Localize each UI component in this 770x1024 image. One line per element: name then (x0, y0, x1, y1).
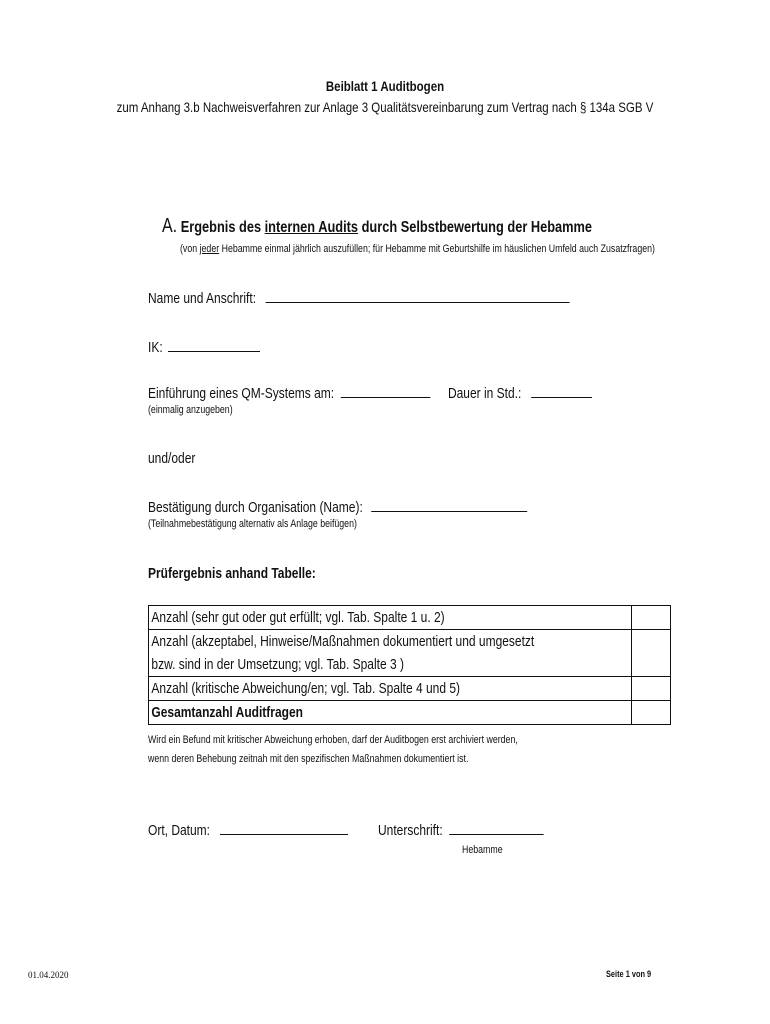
signature-label: Unterschrift: (378, 822, 443, 839)
table-row (149, 606, 671, 630)
und-oder: und/oder (148, 450, 196, 467)
section-heading (162, 215, 592, 238)
results-heading: Prüfergebnis anhand Tabelle: (148, 565, 316, 582)
place-date-row (148, 820, 348, 839)
signature-row (378, 820, 544, 839)
footer-date: 01.04.2020 (28, 970, 69, 980)
qm-label: Einführung eines QM-Systems am: (148, 385, 335, 402)
table-row (149, 653, 671, 677)
row-total-label: Gesamtanzahl Auditfragen (151, 704, 303, 721)
critical-note-line-1: Wird ein Befund mit kritischer Abweichung erhoben, darf der Auditbogen erst archiviert werden, (148, 734, 518, 746)
org-label: Bestätigung durch Organisation (Name): (148, 499, 363, 516)
row-total-value-cell[interactable] (631, 701, 670, 725)
signature-role: Hebamme (462, 844, 503, 856)
note-post: Hebamme einmal jährlich auszufüllen; für Hebamme mit Geburtshilfe im häuslichen Umfeld auch Zusatzfragen) (219, 243, 655, 255)
heading-post: durch Selbstbewertung der Hebamme (358, 219, 593, 236)
org-row (148, 497, 527, 516)
name-address-row (148, 288, 570, 307)
qm-note: (einmalig anzugeben) (148, 404, 233, 416)
table-row (149, 677, 671, 701)
ik-label: IK: (148, 339, 163, 356)
ik-line[interactable] (168, 337, 260, 352)
duration-label: Dauer in Std.: (447, 385, 522, 402)
ik-row (148, 337, 260, 356)
section-letter: A. (162, 215, 178, 237)
org-line[interactable] (371, 497, 527, 512)
place-date-label: Ort, Datum: (148, 822, 211, 839)
critical-note-line-2: wenn deren Behebung zeitnah mit den spezifischen Maßnahmen dokumentiert ist. (148, 753, 469, 765)
row-acceptable-label-2: bzw. sind in der Umsetzung; vgl. Tab. Spalte 3 ) (151, 656, 404, 673)
place-date-line[interactable] (220, 820, 348, 835)
name-address-line[interactable] (266, 288, 570, 303)
org-note: (Teilnahmebestätigung alternativ als Anlage beifügen) (148, 518, 357, 530)
name-address-label: Name und Anschrift: (148, 290, 257, 307)
heading-pre: Ergebnis des (180, 219, 265, 236)
signature-line[interactable] (449, 820, 543, 835)
qm-row (148, 383, 592, 402)
row-critical-label: Anzahl (kritische Abweichung/en; vgl. Tab. Spalte 4 und 5) (151, 680, 461, 697)
qm-date-line[interactable] (341, 383, 431, 398)
note-pre: (von (180, 243, 200, 255)
results-table (148, 605, 671, 725)
row-critical-value-cell[interactable] (631, 677, 670, 701)
row-acceptable-label-1: Anzahl (akzeptabel, Hinweise/Maßnahmen dokumentiert und umgesetzt (151, 633, 535, 650)
table-row (149, 701, 671, 725)
document-subtitle: zum Anhang 3.b Nachweisverfahren zur Anlage 3 Qualitätsvereinbarung zum Vertrag nach § 134a SGB V (116, 99, 654, 115)
table-row (149, 630, 671, 654)
row-good-value-cell[interactable] (631, 606, 670, 630)
row-good-label: Anzahl (sehr gut oder gut erfüllt; vgl. Tab. Spalte 1 u. 2) (151, 609, 445, 626)
section-note (180, 243, 655, 255)
heading-underlined: internen Audits (264, 219, 359, 236)
note-underlined: jeder (199, 243, 220, 255)
footer-page-number: Seite 1 von 9 (606, 969, 652, 979)
duration-line[interactable] (531, 383, 592, 398)
document-title: Beiblatt 1 Auditbogen (325, 78, 445, 94)
row-acceptable-value-cell[interactable] (631, 630, 670, 677)
